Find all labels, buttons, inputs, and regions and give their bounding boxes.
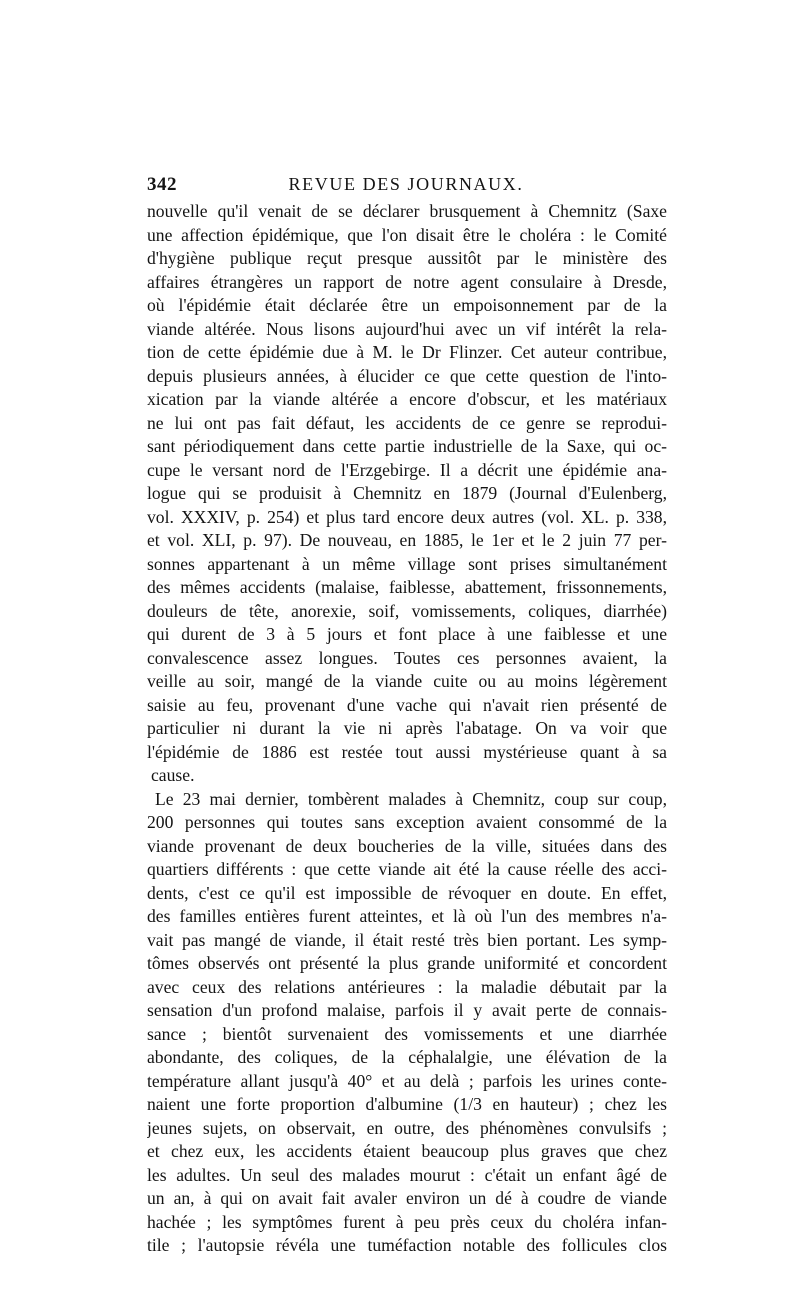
text-line-paragraph-start: Le 23 mai dernier, tombèrent malades à Chemnitz, coup sur coup, bbox=[155, 788, 667, 809]
text-line: naient une forte proportion d'albumine (1/3 en hauteur) ; chez les bbox=[147, 1094, 667, 1114]
text-line: ne lui ont pas fait défaut, les accidents de ce genre se reprodui- bbox=[147, 412, 667, 433]
text-line: 200 personnes qui toutes sans exception avaient consommé de la bbox=[147, 812, 667, 832]
text-line: convalescence assez longues. Toutes ces personnes avaient, la bbox=[147, 647, 667, 668]
text-line: et chez eux, les accidents étaient beaucoup plus graves que chez bbox=[147, 1141, 667, 1161]
text-line: et vol. XLI, p. 97). De nouveau, en 1885, le 1er et le 2 juin 77 per- bbox=[147, 530, 667, 550]
text-line: sensation d'un profond malaise, parfois il y avait perte de connais- bbox=[147, 1000, 667, 1020]
text-line: xication par la viande altérée a encore d'obscur, et les matériaux bbox=[147, 389, 667, 409]
text-line: l'épidémie de 1886 est restée tout aussi mystérieuse quant à sa bbox=[147, 741, 667, 762]
text-line: vait pas mangé de viande, il était resté très bien portant. Les symp- bbox=[147, 929, 667, 950]
text-line: quartiers différents : que cette viande ait été la cause réelle des acci- bbox=[147, 859, 667, 879]
text-line: les adultes. Un seul des malades mourut : c'était un enfant âgé de bbox=[147, 1164, 667, 1185]
text-line: vol. XXXIV, p. 254) et plus tard encore deux autres (vol. XL. p. 338, bbox=[147, 506, 667, 527]
journal-title: REVUE DES JOURNAUX. bbox=[288, 174, 524, 194]
running-head bbox=[147, 174, 665, 200]
text-line: logue qui se produisit à Chemnitz en 1879 (Journal d'Eulenberg, bbox=[147, 483, 667, 503]
text-line: tômes observés ont présenté la plus grande uniformité et concordent bbox=[147, 953, 667, 973]
text-line: hachée ; les symptômes furent à peu près ceux du choléra infan- bbox=[147, 1211, 667, 1232]
text-line: sant périodiquement dans cette partie industrielle de la Saxe, qui oc- bbox=[147, 436, 667, 456]
text-line: affaires étrangères un rapport de notre agent consulaire à Dresde, bbox=[147, 271, 667, 292]
text-line: cupe le versant nord de l'Erzgebirge. Il a décrit une épidémie ana- bbox=[147, 459, 667, 480]
text-line: qui durent de 3 à 5 jours et font place à une faiblesse et une bbox=[147, 624, 667, 644]
text-line: jeunes sujets, on observait, en outre, des phénomènes convulsifs ; bbox=[147, 1117, 667, 1138]
text-line: où l'épidémie était déclarée être un empoisonnement par de la bbox=[147, 295, 667, 315]
text-line: tile ; l'autopsie révéla une tuméfaction notable des follicules clos bbox=[147, 1235, 667, 1255]
text-line: un an, à qui on avait fait avaler environ un dé à coudre de viande bbox=[147, 1188, 667, 1208]
text-line: depuis plusieurs années, à élucider ce que cette question de l'into- bbox=[147, 365, 667, 386]
text-line: douleurs de tête, anorexie, soif, vomissements, coliques, diarrhée) bbox=[147, 600, 667, 621]
text-line: avec ceux des relations antérieures : la maladie débutait par la bbox=[147, 976, 667, 997]
text-line: d'hygiène publique reçut presque aussitôt par le ministère des bbox=[147, 248, 667, 268]
text-line: abondante, des coliques, de la céphalalgie, une élévation de la bbox=[147, 1047, 667, 1067]
text-line: des familles entières furent atteintes, et là où l'un des membres n'a- bbox=[147, 906, 667, 926]
text-line: viande altérée. Nous lisons aujourd'hui avec un vif intérêt la rela- bbox=[147, 318, 667, 339]
text-line: sonnes appartenant à un même village sont prises simultanément bbox=[147, 553, 667, 574]
text-line: dents, c'est ce qu'il est impossible de révoquer en doute. En effet, bbox=[147, 882, 667, 903]
text-line-paragraph-end: cause. bbox=[151, 765, 195, 785]
text-line: une affection épidémique, que l'on disait être le choléra : le Comité bbox=[147, 224, 667, 245]
text-line: nouvelle qu'il venait de se déclarer brusquement à Chemnitz (Saxe bbox=[147, 201, 667, 221]
text-line: des mêmes accidents (malaise, faiblesse, abattement, frissonnements, bbox=[147, 577, 667, 597]
text-line: température allant jusqu'à 40° et au delà ; parfois les urines conte- bbox=[147, 1070, 667, 1091]
text-line: tion de cette épidémie due à M. le Dr Flinzer. Cet auteur contribue, bbox=[147, 342, 667, 362]
article-body bbox=[147, 200, 667, 1258]
text-line: particulier ni durant la vie ni après l'abatage. On va voir que bbox=[147, 718, 667, 738]
text-line: sance ; bientôt survenaient des vomissements et une diarrhée bbox=[147, 1023, 667, 1044]
text-line: viande provenant de deux boucheries de la ville, situées dans des bbox=[147, 835, 667, 856]
text-line: saisie au feu, provenant d'une vache qui n'avait rien présenté de bbox=[147, 694, 667, 715]
text-line: veille au soir, mangé de la viande cuite ou au moins légèrement bbox=[147, 671, 667, 691]
page-number: 342 bbox=[147, 174, 177, 195]
